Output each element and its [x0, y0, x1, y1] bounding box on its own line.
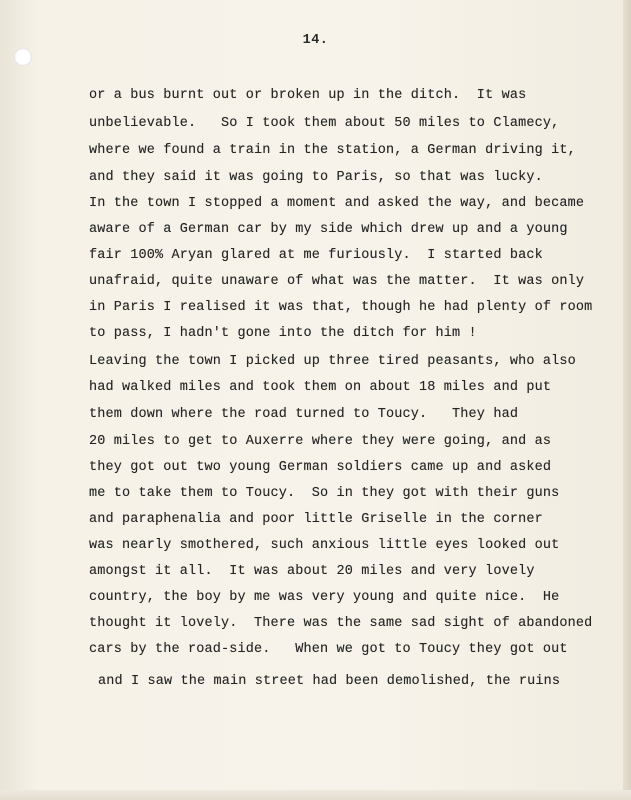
text-line-22: cars by the road-side. When we got to Toucy they got out [89, 642, 568, 657]
text-line-7: fair 100% Aryan glared at me furiously. I started back [89, 248, 543, 263]
text-line-9: in Paris I realised it was that, though he had plenty of room [89, 300, 593, 315]
text-line-4: and they said it was going to Paris, so that was lucky. [89, 170, 543, 185]
text-line-21: thought it lovely. There was the same sad sight of abandoned [89, 616, 593, 631]
text-line-8: unafraid, quite unaware of what was the matter. It was only [89, 274, 585, 289]
text-line-3: where we found a train in the station, a German driving it, [89, 143, 576, 158]
text-line-23: and I saw the main street had been demolished, the ruins [98, 674, 561, 689]
text-line-10: to pass, I hadn't gone into the ditch for him ! [89, 326, 477, 341]
text-line-18: was nearly smothered, such anxious little eyes looked out [89, 538, 560, 553]
text-line-17: and paraphenalia and poor little Griselle in the corner [89, 512, 543, 527]
text-line-1: or a bus burnt out or broken up in the ditch. It was [89, 88, 527, 103]
text-line-14: 20 miles to get to Auxerre where they were going, and as [89, 434, 552, 449]
text-line-5: In the town I stopped a moment and asked the way, and became [89, 196, 585, 211]
text-line-2: unbelievable. So I took them about 50 miles to Clamecy, [89, 116, 560, 131]
text-line-20: country, the boy by me was very young and quite nice. He [89, 590, 560, 605]
page-number: 14. [302, 33, 329, 48]
text-line-12: had walked miles and took them on about 18 miles and put [89, 380, 552, 395]
text-line-13: them down where the road turned to Toucy. They had [89, 407, 519, 422]
text-line-16: me to take them to Toucy. So in they got with their guns [89, 486, 560, 501]
text-line-11: Leaving the town I picked up three tired peasants, who also [89, 354, 576, 369]
text-line-15: they got out two young German soldiers came up and asked [89, 460, 552, 475]
text-line-6: aware of a German car by my side which drew up and a young [89, 222, 568, 237]
text-line-19: amongst it all. It was about 20 miles and very lovely [89, 564, 535, 579]
